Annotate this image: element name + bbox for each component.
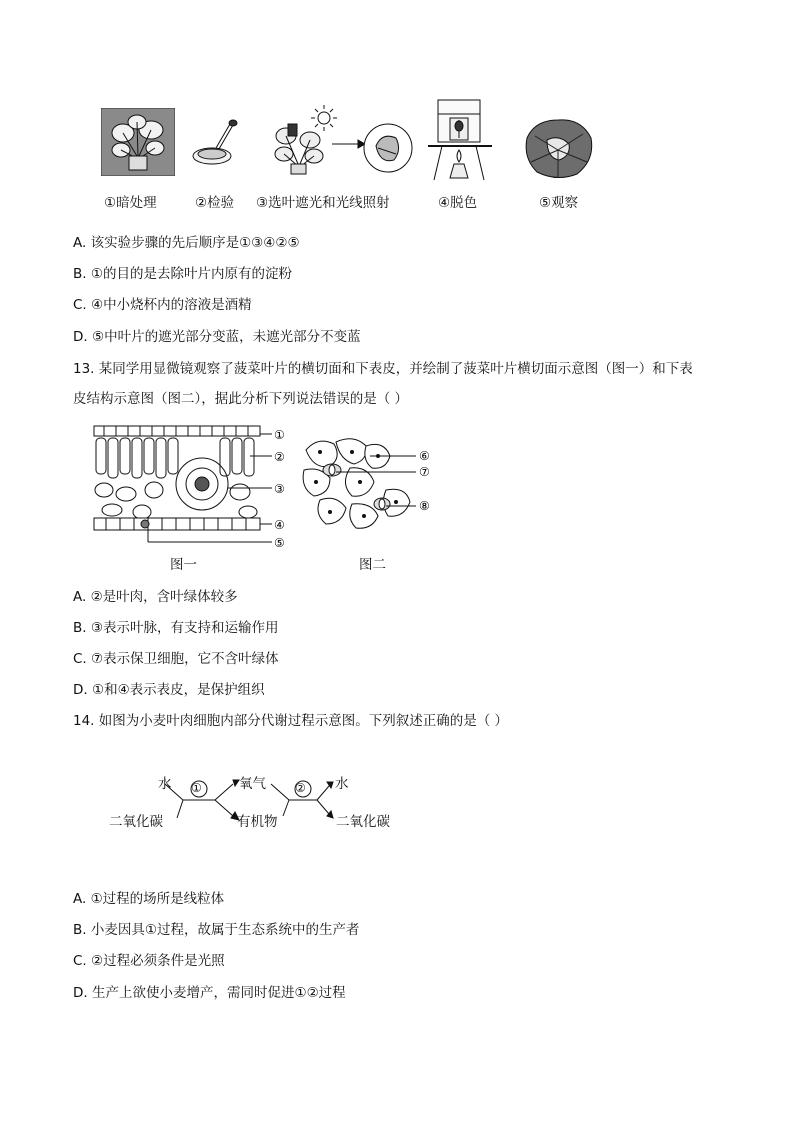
diagram-water-in: 水 bbox=[158, 776, 172, 792]
q14-option-a[interactable]: A. ①过程的场所是线粒体 bbox=[73, 891, 225, 907]
q14-stem: 14. 如图为小麦叶肉细胞内部分代谢过程示意图。下列叙述正确的是（ ） bbox=[73, 713, 509, 729]
diagram-step-1: ① bbox=[191, 781, 202, 795]
q12-option-a[interactable]: A. 该实验步骤的先后顺序是①③④②⑤ bbox=[73, 235, 300, 251]
fig1-label: 图一 bbox=[170, 557, 197, 573]
iodine-test-image bbox=[190, 118, 240, 168]
leaf-cross-section-diagram bbox=[90, 422, 300, 552]
fig1-marker-2: ② bbox=[274, 450, 285, 464]
fig2-marker-6: ⑥ bbox=[419, 449, 430, 463]
q13-option-a[interactable]: A. ②是叶肉，含叶绿体较多 bbox=[73, 589, 238, 605]
caption-shade-light: ③选叶遮光和光线照射 bbox=[256, 195, 390, 211]
fig2-marker-7: ⑦ bbox=[419, 465, 430, 479]
diagram-co2-out: 二氧化碳 bbox=[336, 814, 390, 830]
q14-option-b[interactable]: B. 小麦因具①过程，故属于生态系统中的生产者 bbox=[73, 922, 360, 938]
caption-test: ②检验 bbox=[195, 195, 235, 211]
diagram-oxygen: 氧气 bbox=[239, 776, 266, 792]
lower-epidermis-diagram bbox=[296, 430, 446, 540]
diagram-water-out: 水 bbox=[335, 776, 349, 792]
fig1-marker-1: ① bbox=[274, 428, 285, 442]
observe-leaf-image bbox=[521, 116, 595, 182]
fig1-marker-4: ④ bbox=[274, 518, 285, 532]
diagram-organic: 有机物 bbox=[237, 814, 278, 830]
q13-option-c[interactable]: C. ⑦表示保卫细胞，它不含叶绿体 bbox=[73, 651, 279, 667]
q14-option-d[interactable]: D. 生产上欲使小麦增产，需同时促进①②过程 bbox=[73, 985, 346, 1001]
diagram-co2-in: 二氧化碳 bbox=[109, 814, 163, 830]
diagram-step-2: ② bbox=[295, 781, 306, 795]
q14-option-c[interactable]: C. ②过程必须条件是光照 bbox=[73, 953, 225, 969]
q13-stem-line1: 13. 某同学用显微镜观察了菠菜叶片的横切面和下表皮，并绘制了菠菜叶片横切面示意图（图一）和下表 bbox=[73, 361, 693, 377]
q12-option-b[interactable]: B. ①的目的是去除叶片内原有的淀粉 bbox=[73, 266, 292, 282]
caption-observe: ⑤观察 bbox=[539, 195, 579, 211]
q13-option-d[interactable]: D. ①和④表示表皮，是保护组织 bbox=[73, 682, 265, 698]
q12-option-c[interactable]: C. ④中小烧杯内的溶液是酒精 bbox=[73, 297, 252, 313]
shade-and-light-image bbox=[270, 104, 415, 176]
decolorize-image bbox=[428, 98, 500, 182]
dark-treatment-image bbox=[101, 108, 175, 176]
q13-stem-line2: 皮结构示意图（图二），据此分析下列说法错误的是（ ） bbox=[73, 391, 409, 407]
fig1-marker-5: ⑤ bbox=[274, 536, 285, 550]
q12-option-d[interactable]: D. ⑤中叶片的遮光部分变蓝，未遮光部分不变蓝 bbox=[73, 329, 361, 345]
fig1-marker-3: ③ bbox=[274, 482, 285, 496]
fig2-marker-8: ⑧ bbox=[419, 499, 430, 513]
fig2-label: 图二 bbox=[359, 557, 386, 573]
caption-dark-treatment: ①暗处理 bbox=[104, 195, 157, 211]
q13-option-b[interactable]: B. ③表示叶脉，有支持和运输作用 bbox=[73, 620, 279, 636]
caption-decolorize: ④脱色 bbox=[438, 195, 478, 211]
